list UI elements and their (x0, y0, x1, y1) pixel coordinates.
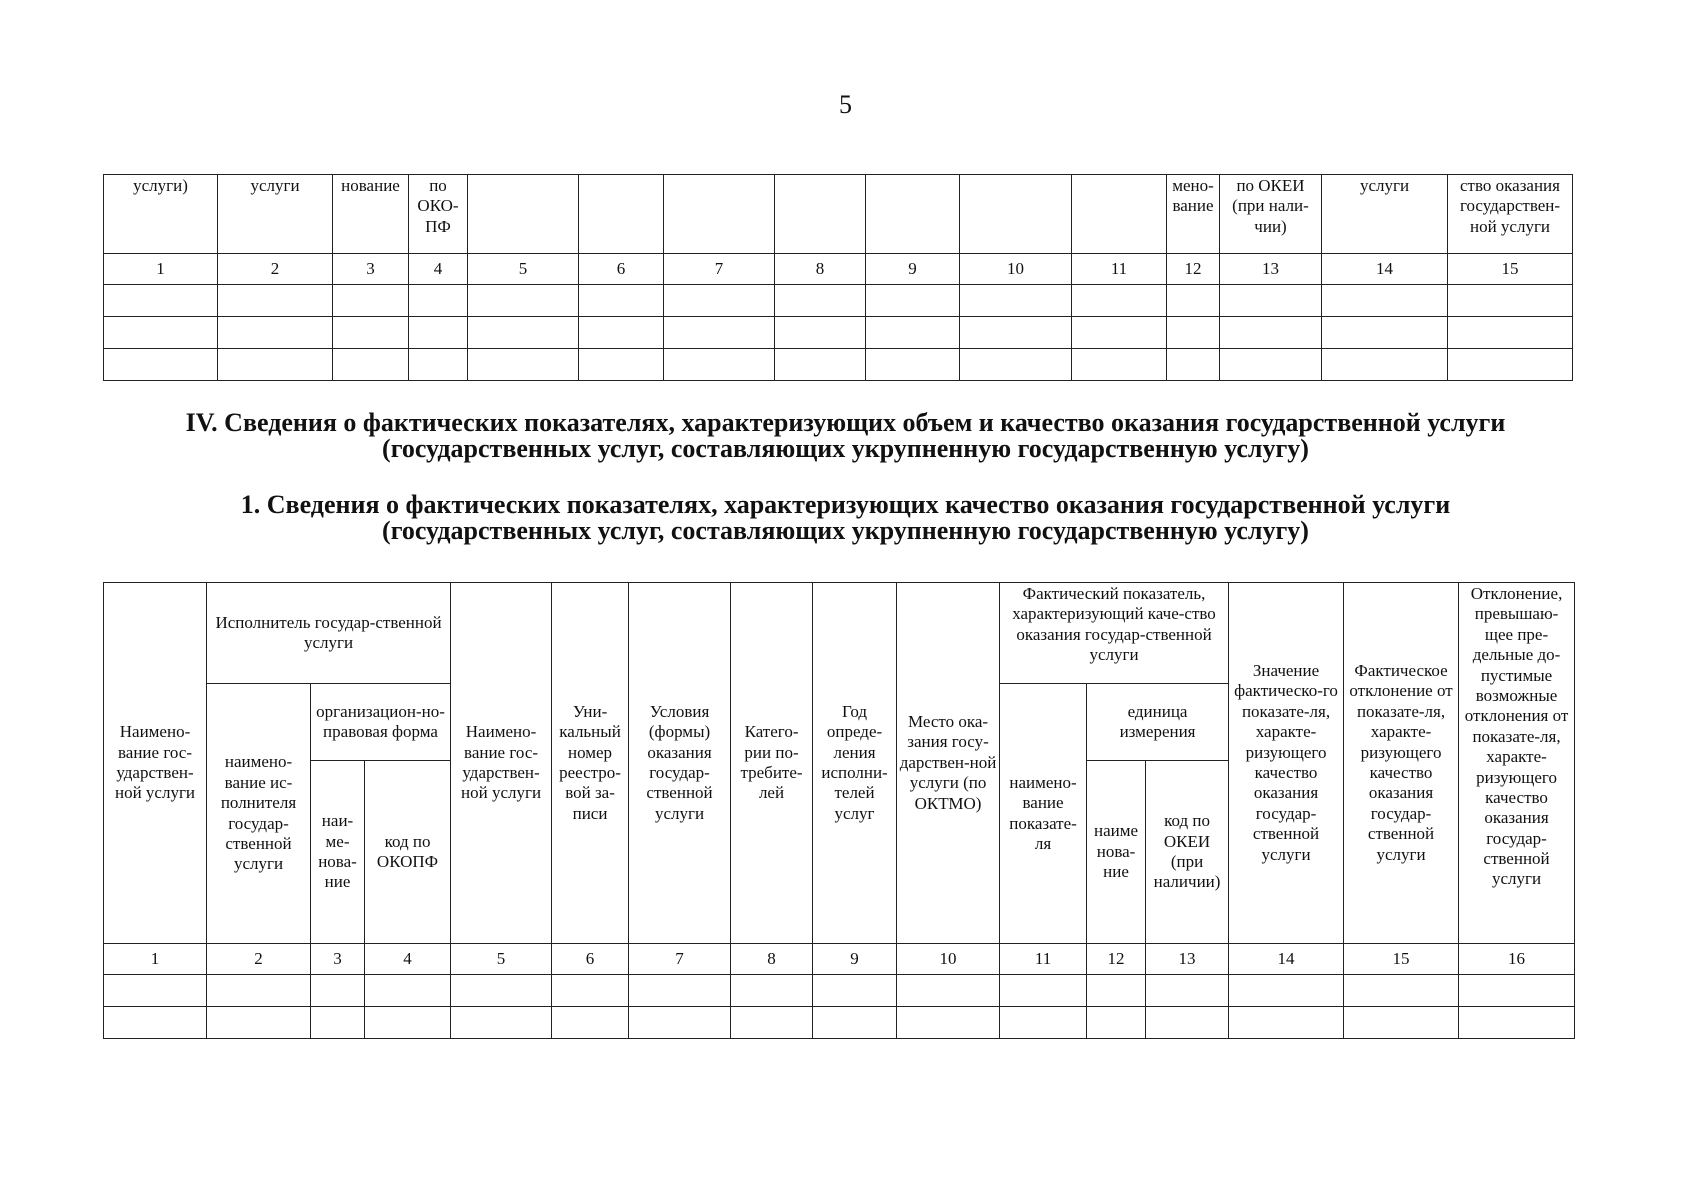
column-number-cell: 3 (311, 944, 365, 975)
table-cell (960, 317, 1072, 349)
column-number-cell: 2 (218, 254, 333, 285)
header-unique-number: Уни-кальный номер реестро-вой за-писи (552, 583, 629, 944)
table-row (104, 975, 1575, 1007)
column-number-cell: 7 (629, 944, 731, 975)
header-conditions: Условия (формы) оказания государ-ственной услуги (629, 583, 731, 944)
table-cell (1220, 317, 1322, 349)
table-cell (1448, 285, 1573, 317)
table-cell (451, 1007, 552, 1039)
table-cell (451, 975, 552, 1007)
table-cell (333, 317, 409, 349)
header-cell: услуги (218, 175, 333, 254)
column-number-cell: 6 (579, 254, 664, 285)
table-cell (1448, 349, 1573, 381)
column-number-cell: 9 (813, 944, 897, 975)
table-cell (1000, 1007, 1087, 1039)
column-number-cell: 14 (1322, 254, 1448, 285)
table-cell (866, 349, 960, 381)
table-cell (1087, 975, 1146, 1007)
header-unit-group: единица измерения (1087, 684, 1229, 761)
header-org-name: наи-ме-нова-ние (311, 761, 365, 944)
header-value: Значение фактическо-го показате-ля, характе-ризующего качество оказания государ-ственной услуги (1229, 583, 1344, 944)
table-cell (579, 285, 664, 317)
header-cell: услуги) (104, 175, 218, 254)
table-cell (104, 285, 218, 317)
table-cell (1322, 349, 1448, 381)
table-cell (1000, 975, 1087, 1007)
header-cell (775, 175, 866, 254)
table-row (104, 285, 1573, 317)
header-executor-name: наимено-вание ис-полнителя государ-ственной услуги (207, 684, 311, 944)
header-cell (468, 175, 579, 254)
column-number-cell: 3 (333, 254, 409, 285)
table-cell (1459, 975, 1575, 1007)
column-number-cell: 14 (1229, 944, 1344, 975)
table-cell (664, 285, 775, 317)
table-cell (813, 1007, 897, 1039)
column-number-cell: 6 (552, 944, 629, 975)
table-row (104, 1007, 1575, 1039)
header-cell: ство оказания государствен-ной услуги (1448, 175, 1573, 254)
column-number-cell: 11 (1000, 944, 1087, 975)
table-cell (104, 317, 218, 349)
header-cell (664, 175, 775, 254)
column-number-cell: 12 (1167, 254, 1220, 285)
table-cell (897, 975, 1000, 1007)
table-cell (897, 1007, 1000, 1039)
header-cell: услуги (1322, 175, 1448, 254)
column-number-cell: 5 (451, 944, 552, 975)
table-cell (960, 349, 1072, 381)
header-cell: по ОКЕИ (при нали-чии) (1220, 175, 1322, 254)
header-service-name-2: Наимено-вание гос-ударствен-ной услуги (451, 583, 552, 944)
table-cell (1072, 317, 1167, 349)
section-1-heading (60, 492, 1631, 544)
column-number-cell: 12 (1087, 944, 1146, 975)
table-cell (1344, 975, 1459, 1007)
header-categories: Катего-рии по-требите-лей (731, 583, 813, 944)
table-cell (552, 1007, 629, 1039)
page-number: 5 (839, 90, 852, 119)
header-okei: код по ОКЕИ (при наличии) (1146, 761, 1229, 944)
section-iv-heading-line2: (государственных услуг, составляющих укрупненную государственную услугу) (382, 434, 1309, 463)
table-cell (1322, 285, 1448, 317)
table-cell (104, 975, 207, 1007)
column-number-cell: 10 (960, 254, 1072, 285)
header-cell: по ОКО-ПФ (409, 175, 468, 254)
continuation-table (103, 174, 1573, 381)
header-cell (1072, 175, 1167, 254)
table-cell (333, 349, 409, 381)
header-indicator-name: наимено-вание показате-ля (1000, 684, 1087, 944)
column-number-cell: 4 (365, 944, 451, 975)
header-cell (960, 175, 1072, 254)
header-cell (866, 175, 960, 254)
table-cell (409, 285, 468, 317)
table-cell (813, 975, 897, 1007)
table-cell (1459, 1007, 1575, 1039)
header-service-name: Наимено-вание гос-ударствен-ной услуги (104, 583, 207, 944)
header-cell: мено-вание (1167, 175, 1220, 254)
table-cell (468, 349, 579, 381)
table-cell (629, 1007, 731, 1039)
table-cell (218, 317, 333, 349)
table-cell (1229, 975, 1344, 1007)
section-1-heading-line2: (государственных услуг, составляющих укрупненную государственную услугу) (382, 516, 1309, 545)
table-cell (1344, 1007, 1459, 1039)
table-cell (775, 349, 866, 381)
header-year: Год опреде-ления исполни-телей услуг (813, 583, 897, 944)
column-number-cell: 13 (1220, 254, 1322, 285)
table-cell (468, 317, 579, 349)
table-cell (664, 317, 775, 349)
table-cell (409, 349, 468, 381)
table-cell (311, 975, 365, 1007)
table-cell (664, 349, 775, 381)
column-number-cell: 13 (1146, 944, 1229, 975)
table-cell (1229, 1007, 1344, 1039)
table-cell (579, 349, 664, 381)
table-cell (218, 285, 333, 317)
table-cell (731, 1007, 813, 1039)
table-row (104, 349, 1573, 381)
table-cell (207, 1007, 311, 1039)
table-cell (1167, 349, 1220, 381)
column-number-cell: 8 (775, 254, 866, 285)
table-cell (1220, 349, 1322, 381)
column-number-cell: 8 (731, 944, 813, 975)
column-number-cell: 5 (468, 254, 579, 285)
header-deviation: Фактическое отклонение от показате-ля, характе-ризующего качество оказания государ-ственной услуги (1344, 583, 1459, 944)
table-cell (1072, 349, 1167, 381)
table-cell (104, 1007, 207, 1039)
header-row (104, 175, 1573, 254)
table-cell (468, 285, 579, 317)
column-number-row (104, 944, 1575, 975)
header-org-form-group: организацион-но-правовая форма (311, 684, 451, 761)
table-cell (311, 1007, 365, 1039)
table-cell (1167, 285, 1220, 317)
header-executor-group: Исполнитель государ-ственной услуги (207, 583, 451, 684)
table-cell (731, 975, 813, 1007)
table-cell (1146, 975, 1229, 1007)
table-cell (1146, 1007, 1229, 1039)
table-cell (365, 975, 451, 1007)
table-cell (1220, 285, 1322, 317)
column-number-cell: 1 (104, 254, 218, 285)
table-cell (207, 975, 311, 1007)
column-number-cell: 11 (1072, 254, 1167, 285)
table-cell (333, 285, 409, 317)
column-number-cell: 4 (409, 254, 468, 285)
header-excess-deviation: Отклонение, превышаю-щее пре-дельные до-пустимые возможные отклонения от показате-ля, характе-ризующего качество оказания государ-ственной услуги (1459, 583, 1575, 944)
column-number-cell: 9 (866, 254, 960, 285)
table-cell (866, 317, 960, 349)
table-cell (1448, 317, 1573, 349)
table-cell (775, 317, 866, 349)
column-number-cell: 15 (1448, 254, 1573, 285)
table-cell (409, 317, 468, 349)
column-number-cell: 15 (1344, 944, 1459, 975)
table-cell (866, 285, 960, 317)
header-place: Место ока-зания госу-дарствен-ной услуги (по ОКТМО) (897, 583, 1000, 944)
table-cell (218, 349, 333, 381)
table-cell (775, 285, 866, 317)
column-number-cell: 1 (104, 944, 207, 975)
header-actual-indicator-group: Фактический показатель, характеризующий каче-ство оказания государ-ственной услуги (1000, 583, 1229, 684)
header-cell: нование (333, 175, 409, 254)
column-number-row (104, 254, 1573, 285)
table-cell (1322, 317, 1448, 349)
table-cell (104, 349, 218, 381)
table-cell (552, 975, 629, 1007)
section-1-heading-line1: 1. Сведения о фактических показателях, характеризующих качество оказания государственной услуги (240, 490, 1451, 519)
header-cell (579, 175, 664, 254)
header-unit-name: наиме нова-ние (1087, 761, 1146, 944)
table-cell (1072, 285, 1167, 317)
table-row (104, 317, 1573, 349)
table-cell (1087, 1007, 1146, 1039)
table-cell (1167, 317, 1220, 349)
header-okopf: код по ОКОПФ (365, 761, 451, 944)
column-number-cell: 10 (897, 944, 1000, 975)
column-number-cell: 7 (664, 254, 775, 285)
table-cell (629, 975, 731, 1007)
table-cell (579, 317, 664, 349)
section-iv-heading-line1: IV. Сведения о фактических показателях, характеризующих объем и качество оказания государственной услуги (185, 408, 1506, 437)
column-number-cell: 16 (1459, 944, 1575, 975)
column-number-cell: 2 (207, 944, 311, 975)
table-cell (960, 285, 1072, 317)
table-cell (365, 1007, 451, 1039)
quality-indicators-table (103, 582, 1575, 1039)
section-iv-heading (60, 410, 1631, 462)
